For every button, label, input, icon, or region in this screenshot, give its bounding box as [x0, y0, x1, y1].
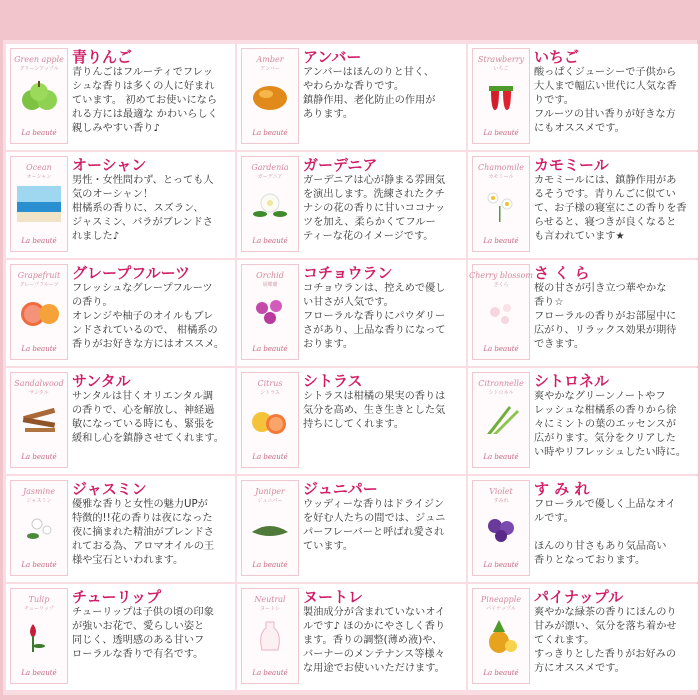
label-japanese-name: シトロネル: [488, 390, 514, 396]
fragrance-card: [468, 476, 698, 582]
apple-icon: [17, 78, 61, 114]
fragrance-card: [237, 152, 466, 258]
fragrance-title: ジュニパー: [303, 480, 378, 498]
orchid-icon: [248, 294, 292, 330]
fragrance-description: カモミールには、鎮静作用があ るそうです。青りんごに似てい て、お子様の寝室にこの香りを香 らせると、寝つきが良くなると も言われています★: [534, 175, 687, 242]
english-name: Green apple: [14, 55, 64, 64]
fragrance-card: [468, 260, 698, 366]
product-label: [241, 480, 299, 576]
english-name: Chamomile: [478, 163, 524, 172]
fragrance-card: [468, 152, 698, 258]
product-label: [10, 156, 68, 252]
brand-logo: La beauté: [21, 561, 57, 569]
fragrance-description: アンバーはほんのりと甘く、 やわらかな香りです。 鎮静作用、老化防止の作用が あります。: [303, 67, 436, 120]
label-japanese-name: パイナップル: [486, 606, 516, 612]
chamomile-icon: [479, 186, 523, 222]
brand-logo: La beauté: [483, 237, 519, 245]
brand-logo: La beauté: [21, 669, 57, 677]
label-japanese-name: ジュニパー: [257, 498, 283, 504]
bottle-icon: [248, 618, 292, 654]
fragrance-title: コチョウラン: [303, 264, 393, 282]
label-japanese-name: ガーデニア: [257, 174, 283, 180]
fragrance-title: サンタル: [72, 372, 131, 390]
label-japanese-name: グリーンアップル: [19, 66, 59, 72]
fragrance-description: ウッディーな香りはドライジン を好む人たちの間では、ジュニ パーフレーバーと呼ばれ愛され ています。: [303, 499, 446, 552]
brand-logo: La beauté: [252, 345, 288, 353]
fragrance-description: 爽やかな緑茶の香りにほんのり 甘みが漂い、気分を落ち着かせ てくれます。 すっきりとした香りがお好みの 方にオススメです。: [534, 607, 677, 674]
brand-logo: La beauté: [21, 453, 57, 461]
fragrance-card: [237, 44, 466, 150]
fragrance-title: ヌートレ: [303, 588, 364, 606]
brand-logo: La beauté: [21, 345, 57, 353]
fragrance-title: カモミール: [534, 156, 609, 174]
english-name: Pineapple: [480, 595, 522, 604]
fragrance-card: [237, 260, 466, 366]
product-label: [469, 264, 533, 360]
label-japanese-name: アンバー: [260, 66, 280, 72]
grapefruit-icon: [17, 294, 61, 330]
violet-icon: [479, 510, 523, 546]
product-label: [10, 372, 68, 468]
english-name: Cherry blossom: [469, 271, 533, 280]
cherry-blossom-icon: [479, 294, 523, 330]
english-name: Violet: [489, 487, 513, 496]
strawberry-icon: [479, 78, 523, 114]
fragrance-description: フレッシュなグレープフルーツ の香り。 オレンジや柚子のオイルもブレ ンドされているので、 柑橘系の 香りがお好きな方にはオススメ。: [72, 283, 225, 350]
english-name: Juniper: [255, 487, 285, 496]
brand-logo: La beauté: [483, 453, 519, 461]
label-japanese-name: さくら: [493, 282, 509, 288]
product-label: [241, 156, 299, 252]
brand-logo: La beauté: [252, 129, 288, 137]
fragrance-description: 製油成分が含まれていないオイ ルです♪ ほのかにやさしく香り ます。香りの調整(薄め液)や、 バーナーのメンテナンス等様々 な用途でお使いいただけます。: [303, 607, 446, 674]
ocean-icon: [17, 186, 61, 222]
product-label: [10, 480, 68, 576]
amber-stone-icon: [248, 78, 292, 114]
product-label: [10, 48, 68, 144]
fragrance-description: サンタルは甘くオリエンタル調 の香りで、心を解放し、神経過 敏になっている時にも、緊張を 緩和し心を鎮静させてくれます。: [72, 391, 224, 444]
product-label: [472, 48, 530, 144]
fragrance-card: [6, 584, 235, 690]
fragrance-card: [6, 260, 235, 366]
english-name: Gardenia: [251, 163, 289, 172]
product-label: [241, 264, 299, 360]
gardenia-flower-icon: [248, 186, 292, 222]
product-label: [472, 480, 530, 576]
label-japanese-name: シトラス: [260, 390, 280, 396]
label-japanese-name: 胡蝶蘭: [262, 282, 278, 288]
product-label: [241, 372, 299, 468]
fragrance-description: チューリップは子供の頃の印象 が強いお花で、愛らしい姿と 同じく、透明感のある甘いフ ローラルな香りで有名です。: [72, 607, 214, 660]
fragrance-title: す み れ: [534, 480, 590, 498]
brand-logo: La beauté: [483, 129, 519, 137]
product-label: [472, 156, 530, 252]
brand-logo: La beauté: [483, 345, 519, 353]
fragrance-card: [6, 44, 235, 150]
lemongrass-icon: [479, 402, 523, 438]
fragrance-title: オーシャン: [72, 156, 147, 174]
english-name: Citrus: [257, 379, 283, 388]
product-label: [241, 588, 299, 684]
fragrance-title: ガーデニア: [303, 156, 378, 174]
brand-logo: La beauté: [252, 561, 288, 569]
fragrance-title: パイナップル: [534, 588, 624, 606]
label-japanese-name: すみれ: [493, 498, 509, 504]
fragrance-title: アンバー: [303, 48, 362, 66]
brand-logo: La beauté: [252, 237, 288, 245]
fragrance-title: ジャスミン: [72, 480, 147, 498]
fragrance-title: さ く ら: [534, 264, 590, 282]
label-japanese-name: オーシャン: [26, 174, 52, 180]
fragrance-title: シトラス: [303, 372, 363, 390]
brand-logo: La beauté: [21, 129, 57, 137]
fragrance-description: シトラスは柑橘の果実の香りは 気分を高め、生き生きとした気 持ちにしてくれます。: [303, 391, 446, 430]
english-name: Sandalwood: [14, 379, 64, 388]
fragrance-title: グレープフルーツ: [72, 264, 191, 282]
fragrance-description: フローラルで優しく上品なオイ ルです。 ほんのり甘さもあり気品高い 香りとなっております。: [534, 499, 676, 566]
label-japanese-name: ヌートレ: [259, 606, 280, 612]
fragrance-description: 爽やかなグリーンノートやフ レッシュな柑橘系の香りから徐 々にミントの葉のエッセンスが 広がります。気分をクリアした い時やリフレッシュしたい時に。: [534, 391, 687, 458]
product-label: [472, 588, 530, 684]
juniper-icon: [248, 510, 292, 546]
product-label: [472, 372, 530, 468]
fragrance-description: 桜の甘さが引き立つ華やかな 香り☆ フローラルの香りがお部屋中に 広がり、リラックス効果が期待 できます。: [534, 283, 677, 350]
fragrance-title: 青りんご: [72, 48, 133, 66]
fragrance-card: [468, 44, 698, 150]
english-name: Ocean: [26, 163, 52, 172]
fragrance-card: [6, 368, 235, 474]
fragrance-card: [6, 152, 235, 258]
fragrance-description: 青りんごはフルーティでフレッ シュな香りは多くの人に好まれ ています。 初めてお使いになら れる方には最適な かわいらしく 親しみやすい香り♪: [72, 67, 218, 134]
jasmine-icon: [17, 510, 61, 546]
brand-logo: La beauté: [252, 453, 288, 461]
tulip-icon: [17, 618, 61, 654]
english-name: Jasmine: [22, 487, 56, 496]
sandalwood-icon: [17, 402, 61, 438]
english-name: Neutral: [254, 595, 286, 604]
fragrance-card: [237, 476, 466, 582]
label-japanese-name: いちご: [493, 66, 509, 72]
fragrance-description: 男性・女性問わず、とっても人 気のオーシャン！ 柑橘系の香りに、スズラン、 ジャスミン、バラがブレンドさ れました♪: [72, 175, 214, 242]
product-label: [241, 48, 299, 144]
english-name: Strawberry: [477, 55, 525, 64]
fragrance-title: チューリップ: [72, 588, 161, 606]
fragrance-description: 酸っぱくジューシーで子供から 大人まで幅広い世代に人気な香 りです。 フルーツの甘い香りが好きな方 にもオススメです。: [534, 67, 677, 134]
english-name: Citronnelle: [478, 379, 524, 388]
fragrance-title: シトロネル: [534, 372, 610, 390]
fragrance-card: [468, 584, 698, 690]
label-japanese-name: サンタル: [29, 390, 49, 396]
label-japanese-name: ジャスミン: [26, 498, 52, 504]
fragrance-title: いちご: [534, 48, 580, 66]
english-name: Tulip: [28, 595, 50, 604]
fragrance-card: [237, 368, 466, 474]
brand-logo: La beauté: [483, 561, 519, 569]
product-label: [10, 588, 68, 684]
brand-logo: La beauté: [252, 669, 288, 677]
label-japanese-name: カモミール: [488, 174, 514, 180]
english-name: Amber: [256, 55, 284, 64]
fragrance-card: [468, 368, 698, 474]
brand-logo: La beauté: [483, 669, 519, 677]
fragrance-card: [237, 584, 466, 690]
fragrance-description: ガーデニアは心が静まる雰囲気 を演出します。洗練されたクチ ナシの花の香りに甘いココナッ ツを加え、柔らかくてフルー ティーな花のイメージです。: [303, 175, 446, 242]
label-japanese-name: チューリップ: [24, 606, 54, 612]
fragrance-description: コチョウランは、控えめで優し い甘さが人気です。 フローラルな香りにパウダリー さがあり、上品な香りになって おります。: [303, 283, 446, 350]
english-name: Orchid: [256, 271, 284, 280]
product-label: [10, 264, 68, 360]
citrus-icon: [248, 402, 292, 438]
fragrance-card: [6, 476, 235, 582]
english-name: Grapefruit: [17, 271, 61, 280]
pineapple-icon: [479, 618, 523, 654]
fragrance-description: 優雅な香りと女性の魅力UPが 特徴的!!花の香りは夜になった 夜に摘まれた精油がブレンドさ れておる為、アロマオイルの王 様や宝石といわれます。: [72, 499, 215, 566]
label-japanese-name: グレープフルーツ: [19, 282, 59, 288]
fragrance-grid: [6, 44, 694, 692]
brand-logo: La beauté: [21, 237, 57, 245]
